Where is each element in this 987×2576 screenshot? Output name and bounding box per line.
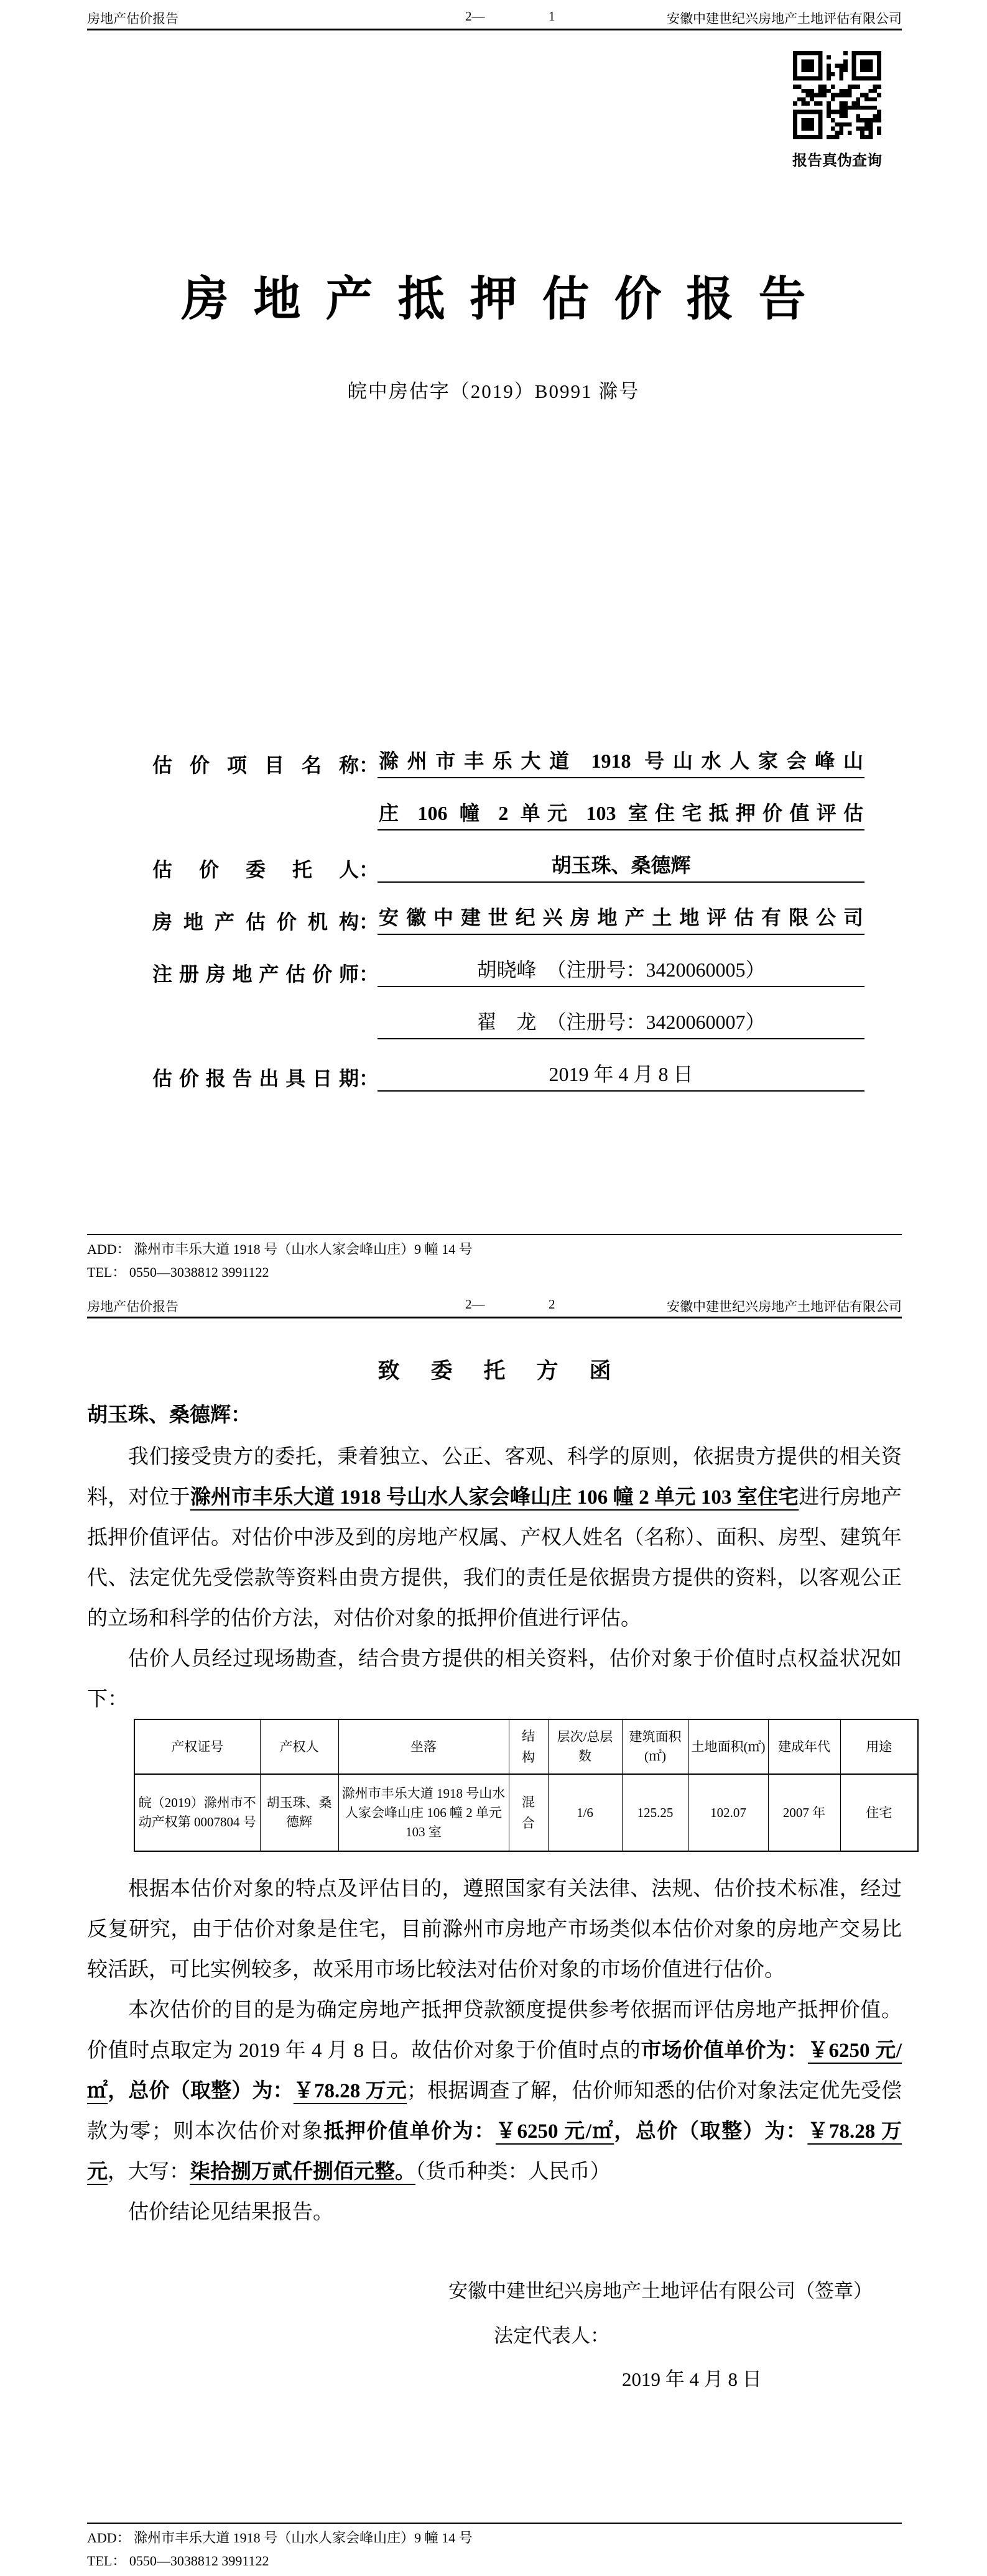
header-company-name: 安徽中建世纪兴房地产土地评估有限公司 [667, 11, 902, 26]
cell-floor: 1/6 [548, 1774, 622, 1851]
field-value: 安徽中建世纪兴房地产土地评估有限公司 [378, 904, 864, 935]
qr-code-image [793, 51, 881, 139]
field-appraiser-2 [152, 987, 864, 1039]
mortgage-total-price-label: ，总价（取整）为： [614, 2120, 808, 2143]
field-label: 估价报告出具日期 [152, 1067, 359, 1090]
field-value: 胡玉珠、桑德辉 [378, 852, 864, 883]
page-header [87, 1294, 902, 1318]
header-company-name: 安徽中建世纪兴房地产土地评估有限公司 [667, 1299, 902, 1314]
market-total-price-value: ￥78.28 万元 [293, 2080, 407, 2102]
header-section-number: 2— [465, 1297, 485, 1312]
field-value: 胡晓峰 （注册号：3420060005） [378, 956, 864, 987]
signature-company: 安徽中建世纪兴房地产土地评估有限公司（签章） [448, 2280, 873, 2302]
property-rights-table [134, 1719, 919, 1852]
field-label: 估价项目名称 [152, 754, 359, 776]
field-value: 翟 龙 （注册号：3420060007） [378, 1008, 864, 1039]
cell-certificate-no: 皖（2019）滁州市不动产权第 0007804 号 [134, 1774, 260, 1851]
paragraph-entrustment [87, 1437, 902, 1639]
cell-structure: 混合 [509, 1774, 548, 1851]
currency-note: （货币种类：人民币） [415, 2161, 611, 2183]
page-footer [87, 2523, 902, 2569]
field-label: 估价委托人 [152, 858, 359, 881]
cover-fields [152, 726, 864, 1092]
field-appraiser-1 [152, 935, 864, 987]
para1-post: 进行房地产抵押价值评估。对估价中涉及到的房地产权属、产权人姓名（名称）、面积、房型、建筑年代、法定优先受偿款等资料由贵方提供，我们的责任是依据贵方提供的资料，以客观公正的立场和科学的估价方法，对估价对象的抵押价值进行评估。 [87, 1486, 902, 1630]
field-agency [152, 883, 864, 935]
col-certificate-no: 产权证号 [134, 1719, 260, 1774]
field-colon: ： [359, 1067, 379, 1090]
footer-address: ADD： 滁州市丰乐大道 1918 号（山水人家会峰山庄）9 幢 14 号 [87, 1241, 473, 1257]
col-building-area: 建筑面积(㎡) [622, 1719, 688, 1774]
field-client [152, 830, 864, 883]
field-project-name-cont [152, 778, 864, 830]
market-unit-price-value: ￥6250 元/㎡ [87, 2040, 902, 2102]
header-doc-type: 房地产估价报告 [87, 11, 178, 26]
field-colon: ： [359, 963, 379, 985]
letter-page [0, 1288, 987, 2576]
paragraph-inspection: 估价人员经过现场勘查，结合贵方提供的相关资料，估价对象于价值时点权益状况如下： [87, 1648, 902, 1711]
field-label: 注册房地产估价师 [152, 963, 359, 985]
mortgage-unit-price-label: 抵押价值单价为： [323, 2120, 496, 2143]
qr-code [793, 51, 881, 139]
footer-phone: TEL： 0550—3038812 3991122 [87, 1264, 269, 1280]
col-land-area: 土地面积(㎡) [688, 1719, 768, 1774]
header-doc-type: 房地产估价报告 [87, 1299, 178, 1314]
page-footer [87, 1234, 902, 1281]
paragraph-method: 根据本估价对象的特点及评估目的，遵照国家有关法律、法规、估价技术标准，经过反复研究，由于估价对象是住宅，目前滁州市房地产市场类似本估价对象的房地产交易比较活跃，可比实例较多，故采用市场比较法对估价对象的市场价值进行估价。 [87, 1878, 902, 1981]
cell-owner: 胡玉珠、桑德辉 [260, 1774, 338, 1851]
letter-title: 致委托方函 [378, 1359, 642, 1383]
paragraph-conclusion: 估价结论见结果报告。 [128, 2201, 333, 2224]
col-year-built: 建成年代 [768, 1719, 840, 1774]
qr-caption: 报告真伪查询 [792, 153, 882, 169]
para4-purpose: 本次估价的目的是为确定房地产抵押贷款额度提供参考依据而评估房地产抵押价值。价值时点取定为 2019 年 4 月 8 日。故估价对象于价值时点的 [87, 1999, 902, 2062]
footer-phone: TEL： 0550—3038812 3991122 [87, 2553, 269, 2569]
field-colon: ： [359, 754, 379, 776]
header-page-number: 2 [549, 1297, 555, 1312]
report-title: 房地产抵押估价报告 [181, 274, 831, 326]
market-unit-price-label: 市场价值单价为： [641, 2040, 808, 2062]
cell-location: 滁州市丰乐大道 1918 号山水人家会峰山庄 106 幢 2 单元 103 室 [338, 1774, 509, 1851]
market-total-price-label: ，总价（取整）为： [108, 2080, 294, 2102]
page-header [87, 6, 902, 30]
amount-in-words-label: ，大写： [108, 2161, 190, 2183]
letter-salutation: 胡玉珠、桑德辉： [87, 1404, 251, 1427]
amount-in-words-value: 柒拾捌万贰仟捌佰元整。 [190, 2161, 415, 2183]
para1-property-address: 滁州市丰乐大道 1918 号山水人家会峰山庄 106 幢 2 单元 103 室住宅 [190, 1486, 799, 1509]
col-use: 用途 [840, 1719, 918, 1774]
cell-land-area: 102.07 [688, 1774, 768, 1851]
col-location: 坐落 [338, 1719, 509, 1774]
field-value: 庄 106 幢 2 单元 103 室住宅抵押价值评估 [378, 799, 864, 830]
col-floor: 层次/总层数 [548, 1719, 622, 1774]
col-owner: 产权人 [260, 1719, 338, 1774]
field-project-name [152, 726, 864, 778]
mortgage-total-price-value: ￥78.28 万元 [87, 2120, 902, 2183]
field-value: 2019 年 4 月 8 日 [378, 1060, 864, 1092]
letter-body-top [87, 1437, 902, 1720]
col-structure: 结构 [509, 1719, 548, 1774]
field-issue-date [152, 1039, 864, 1092]
field-value: 滁州市丰乐大道 1918 号山水人家会峰山 [378, 747, 864, 778]
footer-address: ADD： 滁州市丰乐大道 1918 号（山水人家会峰山庄）9 幢 14 号 [87, 2530, 473, 2546]
header-page-number: 1 [549, 9, 555, 24]
field-colon: ： [359, 911, 379, 933]
letter-body-bottom [87, 1869, 902, 2233]
para4-priority-claims: ；根据调查了解，估价师知悉的估价对象法定优先受偿款为零；则本次估价对象 [87, 2080, 902, 2143]
cell-year-built: 2007 年 [768, 1774, 840, 1851]
field-colon: ： [359, 858, 379, 881]
cell-use: 住宅 [840, 1774, 918, 1851]
report-document-number: 皖中房估字（2019）B0991 滁号 [347, 380, 640, 402]
cell-building-area: 125.25 [622, 1774, 688, 1851]
signature-legal-representative: 法定代表人： [494, 2325, 609, 2347]
signature-date: 2019 年 4 月 8 日 [622, 2368, 762, 2390]
paragraph-valuation-result [87, 1990, 902, 2192]
mortgage-unit-price-value: ￥6250 元/㎡ [495, 2120, 614, 2143]
table-header-row [134, 1719, 918, 1774]
header-section-number: 2— [465, 9, 485, 24]
field-label: 房地产估价机构 [152, 911, 359, 933]
table-row [134, 1774, 918, 1851]
para1-pre: 我们接受贵方的委托，秉着独立、公正、客观、科学的原则，依据贵方提供的相关资料，对位于 [87, 1446, 902, 1509]
